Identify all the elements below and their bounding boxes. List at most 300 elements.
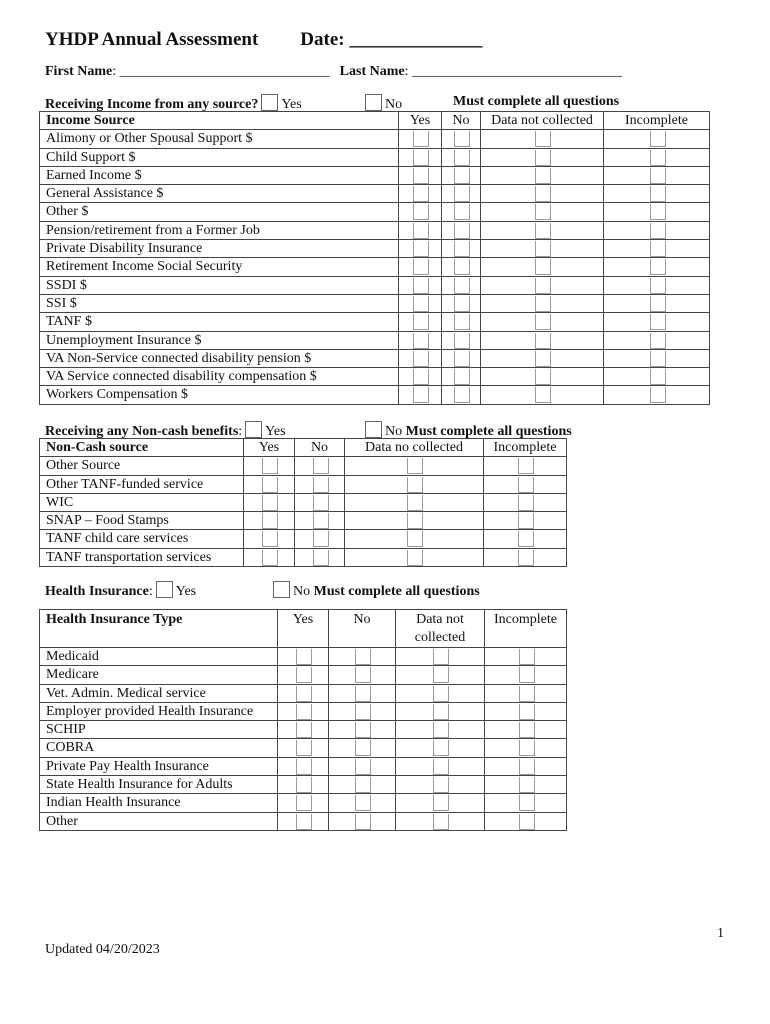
no-checkbox[interactable] (355, 667, 371, 683)
no-checkbox[interactable] (313, 531, 329, 547)
yes-checkbox[interactable] (413, 186, 429, 202)
yes-checkbox[interactable] (262, 513, 278, 529)
yes-checkbox[interactable] (262, 458, 278, 474)
col-no: No (329, 610, 396, 648)
data-not-collected-checkbox[interactable] (433, 740, 449, 756)
incomplete-checkbox[interactable] (518, 531, 534, 547)
health-row-label: Medicaid (40, 648, 278, 666)
yes-checkbox[interactable] (413, 351, 429, 367)
income-row-data-not-collected-cell (481, 386, 604, 404)
health-row-yes-cell (278, 739, 329, 757)
income-table (39, 111, 710, 405)
health-row-yes-cell (278, 648, 329, 666)
incomplete-checkbox[interactable] (519, 814, 535, 830)
page-number: 1 (717, 926, 724, 941)
col-incomplete: Incomplete (484, 439, 567, 457)
health-row-yes-cell (278, 812, 329, 830)
col-incomplete: Incomplete (485, 610, 567, 648)
income-row-incomplete-cell (604, 148, 710, 166)
health-row-data-not-collected-cell (396, 794, 485, 812)
health-row (40, 666, 567, 684)
income-row-data-not-collected-cell (481, 166, 604, 184)
health-row-data-not-collected-cell (396, 776, 485, 794)
health-yes-checkbox[interactable] (156, 581, 173, 598)
noncash-question-label: Receiving any Non-cash benefits (45, 424, 239, 439)
income-row-no-cell (442, 148, 481, 166)
no-checkbox[interactable] (355, 814, 371, 830)
yes-checkbox[interactable] (413, 150, 429, 166)
data-not-collected-checkbox[interactable] (407, 495, 423, 511)
yes-checkbox[interactable] (296, 740, 312, 756)
no-checkbox[interactable] (454, 333, 470, 349)
income-row-incomplete-cell (604, 331, 710, 349)
income-row-incomplete-cell (604, 203, 710, 221)
col-yes: Yes (244, 439, 295, 457)
noncash-colon: : (238, 424, 243, 439)
yes-checkbox[interactable] (262, 495, 278, 511)
incomplete-checkbox[interactable] (650, 369, 666, 385)
income-row-data-not-collected-cell (481, 331, 604, 349)
noncash-row-yes-cell (244, 512, 295, 530)
yes-checkbox[interactable] (413, 387, 429, 403)
health-row-incomplete-cell (485, 794, 567, 812)
income-row (40, 349, 710, 367)
data-not-collected-checkbox[interactable] (433, 704, 449, 720)
income-row-data-not-collected-cell (481, 148, 604, 166)
income-row (40, 386, 710, 404)
income-row-label: Workers Compensation $ (40, 386, 399, 404)
yes-checkbox[interactable] (296, 686, 312, 702)
col-health-type: Health Insurance Type (40, 610, 278, 648)
income-row-incomplete-cell (604, 221, 710, 239)
income-row-label: Earned Income $ (40, 166, 399, 184)
income-row-yes-cell (399, 386, 442, 404)
income-row (40, 221, 710, 239)
health-row-yes-cell (278, 776, 329, 794)
income-row-data-not-collected-cell (481, 240, 604, 258)
income-row-no-cell (442, 294, 481, 312)
data-not-collected-checkbox[interactable] (407, 513, 423, 529)
noncash-row-label: SNAP – Food Stamps (40, 512, 244, 530)
health-row-data-not-collected-cell (396, 721, 485, 739)
health-row-incomplete-cell (485, 648, 567, 666)
last-name-field[interactable]: : ______________________________ (404, 64, 622, 79)
incomplete-checkbox[interactable] (650, 278, 666, 294)
incomplete-checkbox[interactable] (518, 458, 534, 474)
income-row-data-not-collected-cell (481, 313, 604, 331)
name-row (45, 64, 622, 80)
yes-checkbox[interactable] (413, 131, 429, 147)
noncash-row-no-cell (295, 548, 345, 566)
income-row (40, 185, 710, 203)
noncash-yes-label: Yes (265, 424, 286, 439)
income-row-no-cell (442, 203, 481, 221)
data-not-collected-checkbox[interactable] (433, 667, 449, 683)
incomplete-checkbox[interactable] (519, 795, 535, 811)
health-row-data-not-collected-cell (396, 757, 485, 775)
noncash-row (40, 548, 567, 566)
data-not-collected-checkbox[interactable] (535, 223, 551, 239)
data-not-collected-checkbox[interactable] (535, 333, 551, 349)
updated-date: Updated 04/20/2023 (45, 942, 160, 957)
yes-checkbox[interactable] (413, 259, 429, 275)
income-row-no-cell (442, 386, 481, 404)
yes-checkbox[interactable] (296, 795, 312, 811)
noncash-yes-checkbox[interactable] (245, 421, 262, 438)
health-row-yes-cell (278, 666, 329, 684)
yes-checkbox[interactable] (413, 204, 429, 220)
yes-checkbox[interactable] (413, 223, 429, 239)
income-row-label: Pension/retirement from a Former Job (40, 221, 399, 239)
noncash-row (40, 475, 567, 493)
income-row-incomplete-cell (604, 240, 710, 258)
data-not-collected-checkbox[interactable] (535, 314, 551, 330)
no-checkbox[interactable] (454, 387, 470, 403)
first-name-field[interactable]: : ______________________________ (112, 64, 330, 79)
no-checkbox[interactable] (313, 550, 329, 566)
col-no: No (442, 112, 481, 130)
first-name-label: First Name (45, 64, 113, 79)
no-checkbox[interactable] (355, 759, 371, 775)
health-row-incomplete-cell (485, 812, 567, 830)
income-row-no-cell (442, 221, 481, 239)
income-row-yes-cell (399, 221, 442, 239)
page-title (45, 29, 482, 51)
income-row (40, 203, 710, 221)
income-row-yes-cell (399, 148, 442, 166)
yes-checkbox[interactable] (413, 333, 429, 349)
no-checkbox[interactable] (454, 223, 470, 239)
incomplete-checkbox[interactable] (650, 204, 666, 220)
health-row-yes-cell (278, 721, 329, 739)
income-row (40, 313, 710, 331)
data-not-collected-checkbox[interactable] (535, 131, 551, 147)
incomplete-checkbox[interactable] (650, 186, 666, 202)
health-row (40, 702, 567, 720)
income-row-yes-cell (399, 185, 442, 203)
col-data-not-collected: Data not collected (481, 112, 604, 130)
data-not-collected-checkbox[interactable] (407, 550, 423, 566)
income-row-data-not-collected-cell (481, 276, 604, 294)
no-checkbox[interactable] (355, 649, 371, 665)
health-row-incomplete-cell (485, 739, 567, 757)
yes-checkbox[interactable] (413, 369, 429, 385)
yes-checkbox[interactable] (296, 722, 312, 738)
health-row-yes-cell (278, 794, 329, 812)
incomplete-checkbox[interactable] (650, 296, 666, 312)
yes-checkbox[interactable] (296, 704, 312, 720)
data-not-collected-checkbox[interactable] (433, 649, 449, 665)
incomplete-checkbox[interactable] (519, 649, 535, 665)
yes-checkbox[interactable] (296, 777, 312, 793)
health-row-incomplete-cell (485, 721, 567, 739)
col-dnc-line2: collected (414, 630, 466, 645)
no-checkbox[interactable] (454, 369, 470, 385)
yes-checkbox[interactable] (413, 296, 429, 312)
health-row-no-cell (329, 684, 396, 702)
health-row (40, 757, 567, 775)
income-row-incomplete-cell (604, 313, 710, 331)
health-row-data-not-collected-cell (396, 812, 485, 830)
data-not-collected-checkbox[interactable] (535, 241, 551, 257)
no-checkbox[interactable] (454, 296, 470, 312)
data-not-collected-checkbox[interactable] (407, 458, 423, 474)
income-yes-checkbox[interactable] (261, 94, 278, 111)
incomplete-checkbox[interactable] (518, 477, 534, 493)
noncash-row-no-cell (295, 512, 345, 530)
health-row-yes-cell (278, 757, 329, 775)
noncash-row-yes-cell (244, 493, 295, 511)
no-checkbox[interactable] (355, 686, 371, 702)
noncash-row-yes-cell (244, 548, 295, 566)
no-checkbox[interactable] (454, 241, 470, 257)
incomplete-checkbox[interactable] (518, 550, 534, 566)
yes-checkbox[interactable] (296, 814, 312, 830)
no-checkbox[interactable] (454, 259, 470, 275)
income-no-label: No (385, 97, 403, 112)
data-not-collected-checkbox[interactable] (535, 204, 551, 220)
health-row-no-cell (329, 776, 396, 794)
income-row-yes-cell (399, 368, 442, 386)
noncash-row-data-not-collected-cell (345, 493, 484, 511)
data-not-collected-checkbox[interactable] (535, 369, 551, 385)
income-row-yes-cell (399, 258, 442, 276)
no-checkbox[interactable] (355, 777, 371, 793)
data-not-collected-checkbox[interactable] (433, 722, 449, 738)
health-question (45, 581, 196, 600)
income-yes-label: Yes (281, 97, 302, 112)
incomplete-checkbox[interactable] (650, 131, 666, 147)
data-not-collected-checkbox[interactable] (407, 477, 423, 493)
data-not-collected-checkbox[interactable] (535, 150, 551, 166)
yes-checkbox[interactable] (296, 759, 312, 775)
no-checkbox[interactable] (355, 795, 371, 811)
income-row (40, 258, 710, 276)
income-row-incomplete-cell (604, 386, 710, 404)
income-row-yes-cell (399, 313, 442, 331)
no-checkbox[interactable] (454, 150, 470, 166)
incomplete-checkbox[interactable] (519, 704, 535, 720)
data-not-collected-checkbox[interactable] (535, 168, 551, 184)
health-row-no-cell (329, 757, 396, 775)
health-yes-label: Yes (175, 584, 197, 599)
income-row-data-not-collected-cell (481, 368, 604, 386)
income-row-label: VA Non-Service connected disability pension $ (40, 349, 399, 367)
incomplete-checkbox[interactable] (650, 333, 666, 349)
no-checkbox[interactable] (313, 458, 329, 474)
incomplete-checkbox[interactable] (519, 759, 535, 775)
health-row-incomplete-cell (485, 666, 567, 684)
income-row-label: Unemployment Insurance $ (40, 331, 399, 349)
income-row-no-cell (442, 258, 481, 276)
incomplete-checkbox[interactable] (650, 150, 666, 166)
noncash-row-data-not-collected-cell (345, 512, 484, 530)
health-no-option (270, 581, 480, 600)
noncash-row-incomplete-cell (484, 548, 567, 566)
data-not-collected-checkbox[interactable] (433, 795, 449, 811)
income-row-yes-cell (399, 166, 442, 184)
income-row-data-not-collected-cell (481, 130, 604, 148)
incomplete-checkbox[interactable] (519, 777, 535, 793)
incomplete-checkbox[interactable] (518, 513, 534, 529)
income-row-yes-cell (399, 130, 442, 148)
no-checkbox[interactable] (355, 704, 371, 720)
data-not-collected-checkbox[interactable] (535, 387, 551, 403)
income-row-yes-cell (399, 276, 442, 294)
incomplete-checkbox[interactable] (650, 241, 666, 257)
date-field[interactable]: Date: ______________ (300, 29, 483, 50)
incomplete-checkbox[interactable] (650, 223, 666, 239)
no-checkbox[interactable] (313, 477, 329, 493)
health-row-no-cell (329, 739, 396, 757)
income-row-label: Alimony or Other Spousal Support $ (40, 130, 399, 148)
health-colon: : (148, 584, 153, 599)
incomplete-checkbox[interactable] (650, 168, 666, 184)
col-no: No (295, 439, 345, 457)
income-question-label: Receiving Income from any source? (45, 97, 259, 112)
col-income-source: Income Source (40, 112, 399, 130)
income-row-yes-cell (399, 203, 442, 221)
noncash-row-label: Other TANF-funded service (40, 475, 244, 493)
incomplete-checkbox[interactable] (518, 495, 534, 511)
health-row-data-not-collected-cell (396, 684, 485, 702)
incomplete-checkbox[interactable] (650, 351, 666, 367)
health-row-label: Medicare (40, 666, 278, 684)
income-row-no-cell (442, 166, 481, 184)
col-yes: Yes (278, 610, 329, 648)
col-data-not-collected (396, 610, 485, 648)
data-not-collected-checkbox[interactable] (433, 686, 449, 702)
noncash-row (40, 512, 567, 530)
health-row-label: Employer provided Health Insurance (40, 702, 278, 720)
yes-checkbox[interactable] (413, 241, 429, 257)
health-row-incomplete-cell (485, 776, 567, 794)
income-header-row (40, 112, 710, 130)
noncash-row (40, 457, 567, 475)
no-checkbox[interactable] (454, 186, 470, 202)
last-name-label: Last Name (339, 64, 405, 79)
health-row-no-cell (329, 648, 396, 666)
income-row-data-not-collected-cell (481, 185, 604, 203)
income-row-label: Other $ (40, 203, 399, 221)
noncash-row-label: TANF transportation services (40, 548, 244, 566)
health-row-no-cell (329, 721, 396, 739)
income-row (40, 331, 710, 349)
health-question-label: Health Insurance (45, 584, 149, 599)
noncash-row-incomplete-cell (484, 493, 567, 511)
health-row (40, 648, 567, 666)
no-checkbox[interactable] (454, 278, 470, 294)
yes-checkbox[interactable] (413, 278, 429, 294)
health-row-no-cell (329, 702, 396, 720)
health-row-label: Indian Health Insurance (40, 794, 278, 812)
incomplete-checkbox[interactable] (519, 667, 535, 683)
yes-checkbox[interactable] (296, 667, 312, 683)
no-checkbox[interactable] (313, 495, 329, 511)
yes-checkbox[interactable] (413, 168, 429, 184)
data-not-collected-checkbox[interactable] (535, 259, 551, 275)
data-not-collected-checkbox[interactable] (535, 278, 551, 294)
data-not-collected-checkbox[interactable] (535, 351, 551, 367)
income-row-yes-cell (399, 240, 442, 258)
income-row-incomplete-cell (604, 258, 710, 276)
no-checkbox[interactable] (355, 722, 371, 738)
income-row-no-cell (442, 130, 481, 148)
data-not-collected-checkbox[interactable] (535, 186, 551, 202)
no-checkbox[interactable] (454, 204, 470, 220)
health-row-label: State Health Insurance for Adults (40, 776, 278, 794)
health-row-no-cell (329, 812, 396, 830)
health-row-yes-cell (278, 702, 329, 720)
income-row-incomplete-cell (604, 294, 710, 312)
health-row-incomplete-cell (485, 757, 567, 775)
income-row-no-cell (442, 331, 481, 349)
no-checkbox[interactable] (454, 168, 470, 184)
noncash-row-no-cell (295, 493, 345, 511)
yes-checkbox[interactable] (262, 477, 278, 493)
income-row-yes-cell (399, 294, 442, 312)
incomplete-checkbox[interactable] (650, 314, 666, 330)
no-checkbox[interactable] (454, 351, 470, 367)
noncash-row-no-cell (295, 457, 345, 475)
data-not-collected-checkbox[interactable] (433, 777, 449, 793)
income-row-incomplete-cell (604, 368, 710, 386)
noncash-row-incomplete-cell (484, 475, 567, 493)
income-row-incomplete-cell (604, 185, 710, 203)
health-row-label: Private Pay Health Insurance (40, 757, 278, 775)
yes-checkbox[interactable] (413, 314, 429, 330)
income-row (40, 240, 710, 258)
income-row (40, 368, 710, 386)
health-row-incomplete-cell (485, 684, 567, 702)
income-row-incomplete-cell (604, 130, 710, 148)
health-row (40, 684, 567, 702)
noncash-no-checkbox[interactable] (365, 421, 382, 438)
incomplete-checkbox[interactable] (519, 740, 535, 756)
noncash-row-data-not-collected-cell (345, 530, 484, 548)
no-checkbox[interactable] (454, 131, 470, 147)
yes-checkbox[interactable] (262, 550, 278, 566)
no-checkbox[interactable] (355, 740, 371, 756)
noncash-row-no-cell (295, 475, 345, 493)
incomplete-checkbox[interactable] (519, 686, 535, 702)
incomplete-checkbox[interactable] (650, 387, 666, 403)
income-row-no-cell (442, 240, 481, 258)
incomplete-checkbox[interactable] (650, 259, 666, 275)
data-not-collected-checkbox[interactable] (535, 296, 551, 312)
yes-checkbox[interactable] (296, 649, 312, 665)
health-no-checkbox[interactable] (273, 581, 290, 598)
noncash-no-label: No (385, 424, 403, 439)
no-checkbox[interactable] (313, 513, 329, 529)
data-not-collected-checkbox[interactable] (407, 531, 423, 547)
health-row-data-not-collected-cell (396, 739, 485, 757)
noncash-row-yes-cell (244, 475, 295, 493)
col-data-no-collected: Data no collected (345, 439, 484, 457)
data-not-collected-checkbox[interactable] (433, 759, 449, 775)
no-checkbox[interactable] (454, 314, 470, 330)
incomplete-checkbox[interactable] (519, 722, 535, 738)
noncash-row-incomplete-cell (484, 530, 567, 548)
data-not-collected-checkbox[interactable] (433, 814, 449, 830)
yes-checkbox[interactable] (262, 531, 278, 547)
income-row-data-not-collected-cell (481, 258, 604, 276)
health-row-label: SCHIP (40, 721, 278, 739)
col-yes: Yes (399, 112, 442, 130)
noncash-row-label: WIC (40, 493, 244, 511)
income-no-checkbox[interactable] (365, 94, 382, 111)
income-row-incomplete-cell (604, 349, 710, 367)
